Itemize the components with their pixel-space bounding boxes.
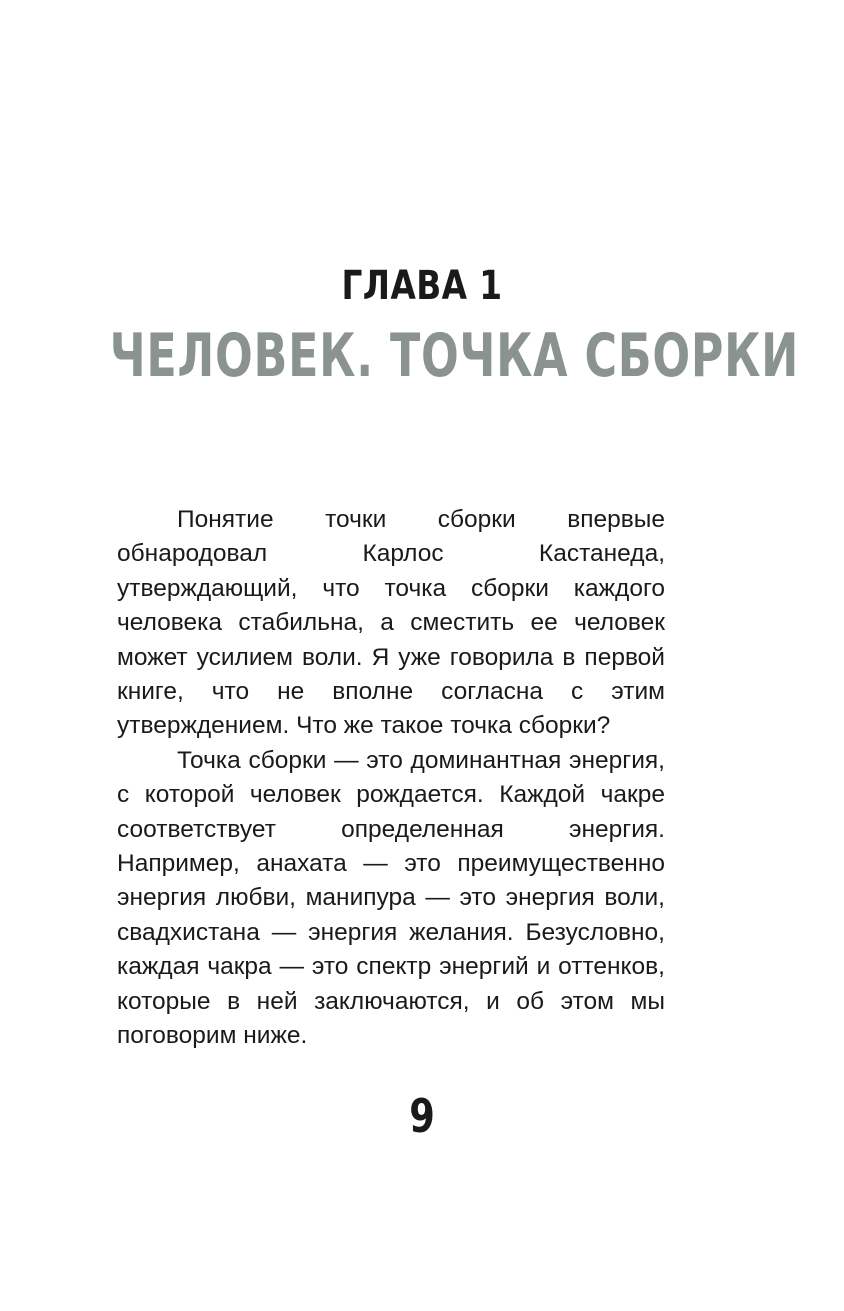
paragraph-1: Понятие точки сборки впервые обнародовал Карлос Кастанеда, утверждающий, что точка сборки каждого человека стабильна, а сместить ее человек может усилием воли. Я уже говорила в первой книге, что не вполне согласна с этим утверждением. Что же такое точка сборки? xyxy=(117,506,665,740)
paragraph-2: Точка сборки — это доминантная энергия, с которой человек рождается. Каждой чакре соответствует определенная энергия. Например, анахата — это преимущественно энергия любви, манипура — это энергия воли, свадхистана — энергия желания. Безусловно, каждая чакра — это спектр энергий и оттенков, которые в ней заключаются, и об этом мы поговорим ниже. xyxy=(117,746,665,1050)
chapter-title: ЧЕЛОВЕК. ТОЧКА СБОРКИ xyxy=(109,321,800,391)
body-text xyxy=(117,503,665,1054)
page-number: 9 xyxy=(409,1089,435,1143)
chapter-label: ГЛАВА 1 xyxy=(341,263,503,309)
